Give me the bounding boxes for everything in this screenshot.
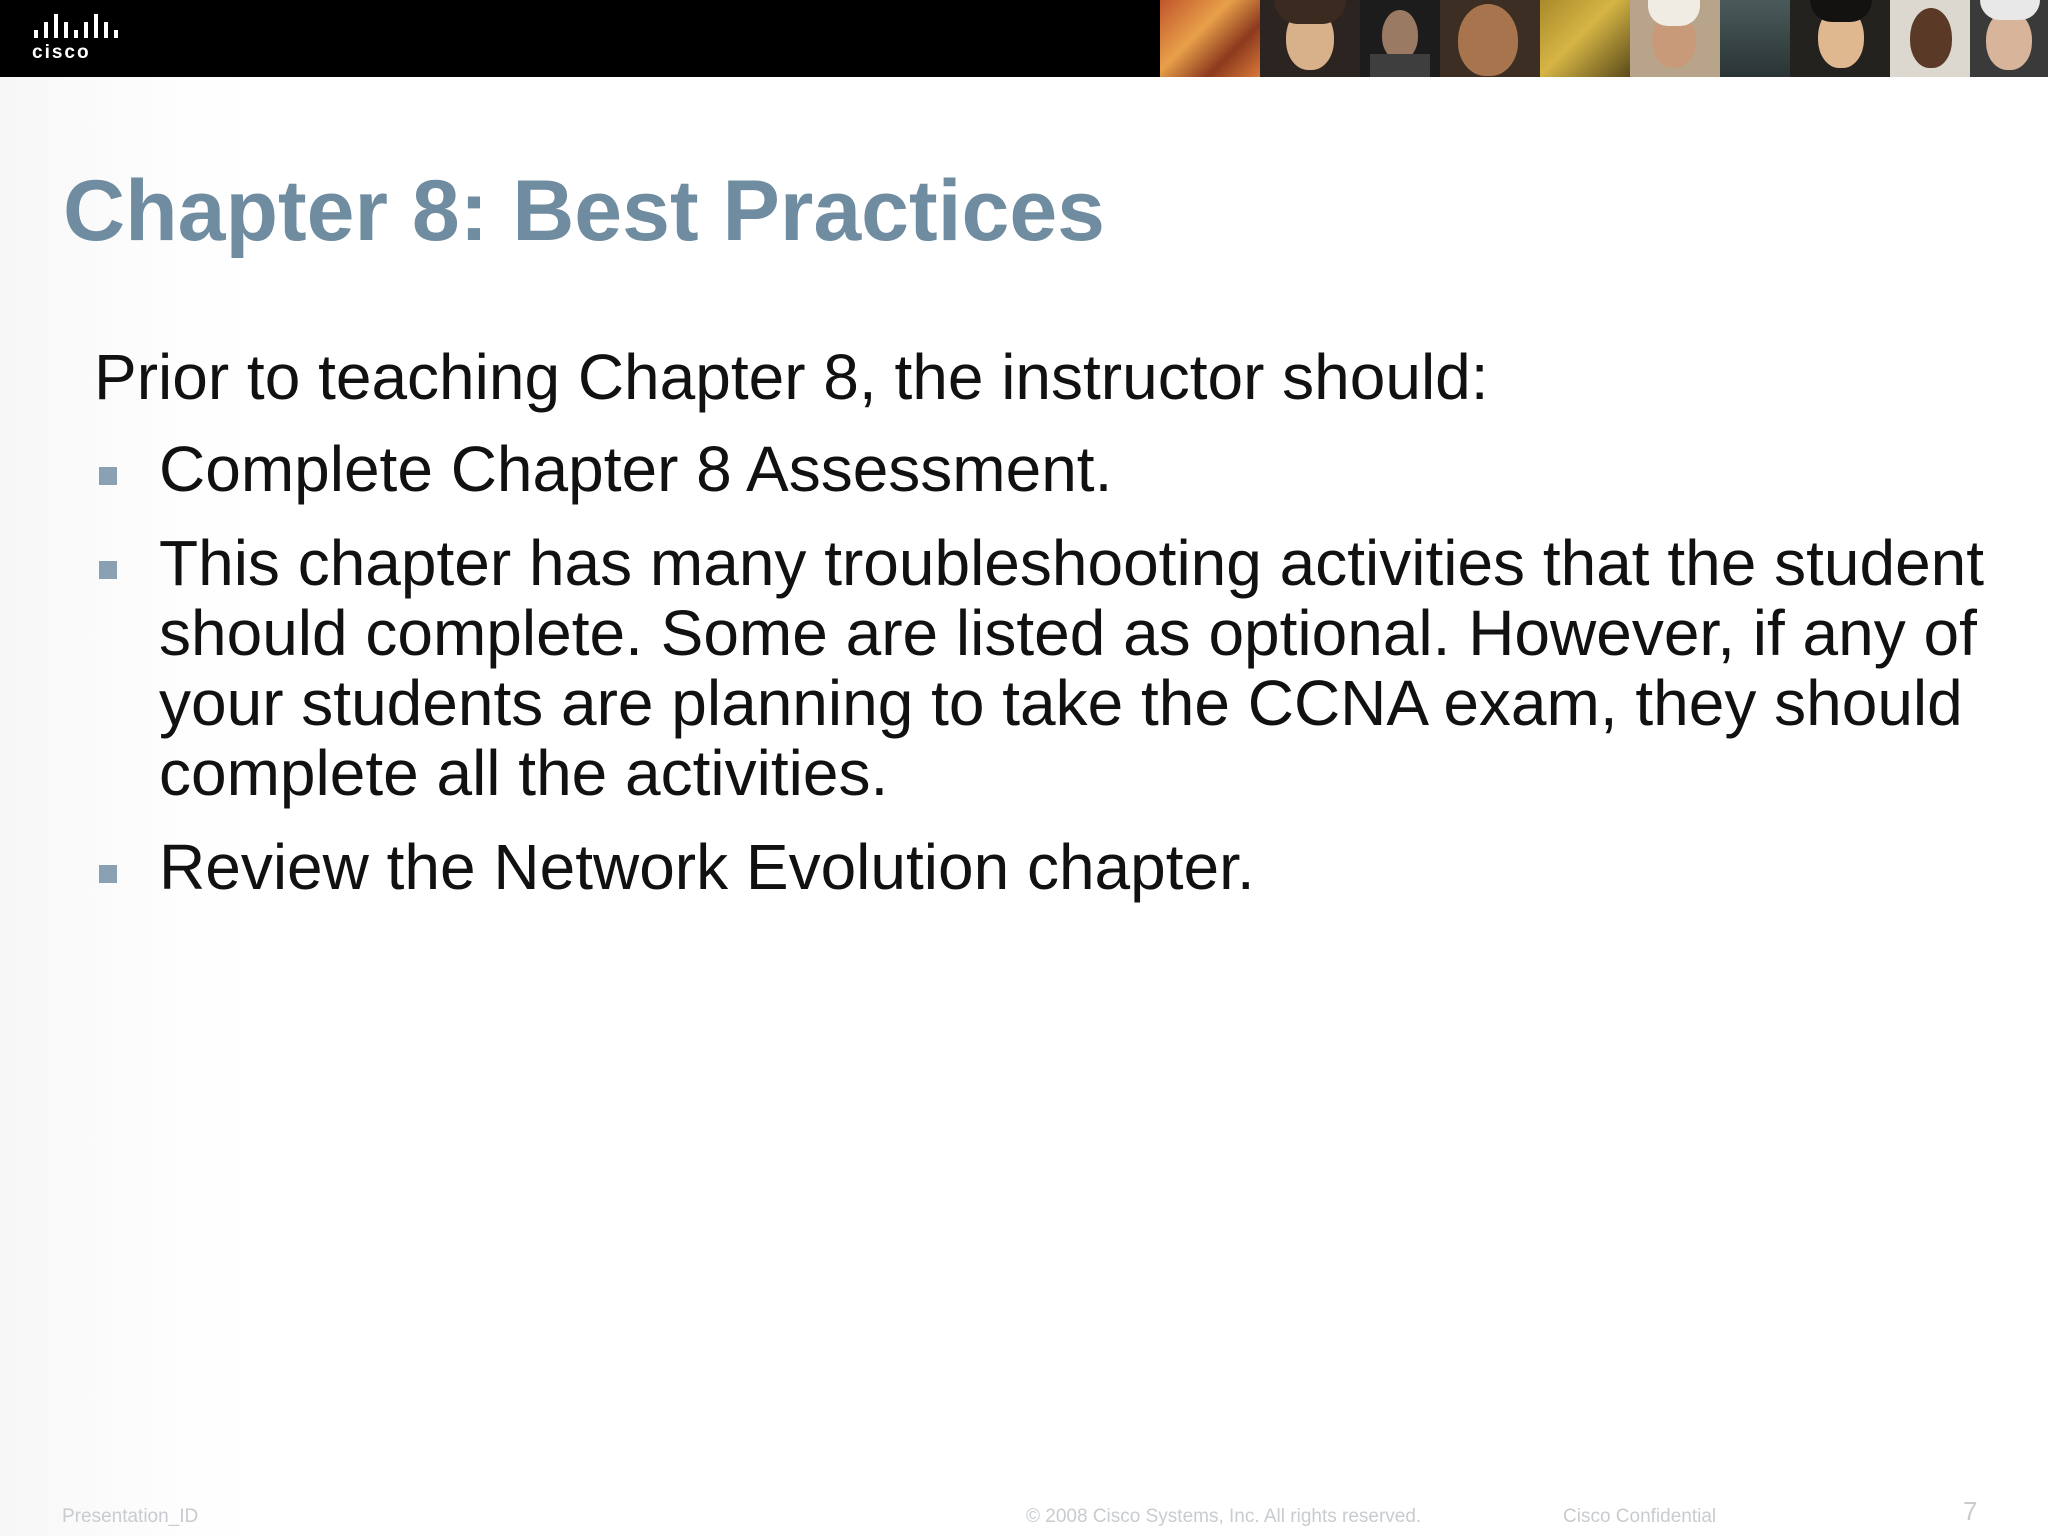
logo-text: cisco <box>32 42 91 63</box>
bullet-text: Complete Chapter 8 Assessment. <box>159 433 1113 505</box>
bullet-list <box>97 434 1997 926</box>
cisco-logo-icon <box>32 14 122 64</box>
copyright-notice: © 2008 Cisco Systems, Inc. All rights reserved. <box>1026 1506 1422 1527</box>
page-number: 7 <box>1963 1496 1978 1526</box>
bullet-item <box>97 832 1997 902</box>
square-bullet-icon <box>99 561 117 579</box>
banner-photo <box>1890 0 1970 77</box>
intro-text: Prior to teaching Chapter 8, the instructor should: <box>94 341 1489 413</box>
square-bullet-icon <box>99 467 117 485</box>
photo-strip <box>1160 0 2048 77</box>
banner-photo <box>1790 0 1890 77</box>
banner-photo <box>1630 0 1720 77</box>
banner-photo <box>1360 0 1440 77</box>
bullet-item <box>97 434 1997 504</box>
banner-photo <box>1720 0 1790 77</box>
header-bar <box>0 0 2048 77</box>
logo-bars-icon <box>32 14 116 38</box>
presentation-id: Presentation_ID <box>62 1506 199 1527</box>
slide-title: Chapter 8: Best Practices <box>63 163 1105 259</box>
banner-photo <box>1540 0 1630 77</box>
bullet-item <box>97 528 1997 808</box>
bullet-text: Review the Network Evolution chapter. <box>159 831 1255 903</box>
banner-photo <box>1970 0 2048 77</box>
bullet-text: This chapter has many troubleshooting activities that the student should complete. Some are listed as optional. However, if any of your students are planning to take the CCNA exam, they should complete all the activities. <box>159 527 1985 809</box>
confidential-label: Cisco Confidential <box>1563 1506 1717 1527</box>
banner-photo <box>1160 0 1260 77</box>
banner-photo <box>1440 0 1540 77</box>
banner-photo <box>1260 0 1360 77</box>
square-bullet-icon <box>99 865 117 883</box>
